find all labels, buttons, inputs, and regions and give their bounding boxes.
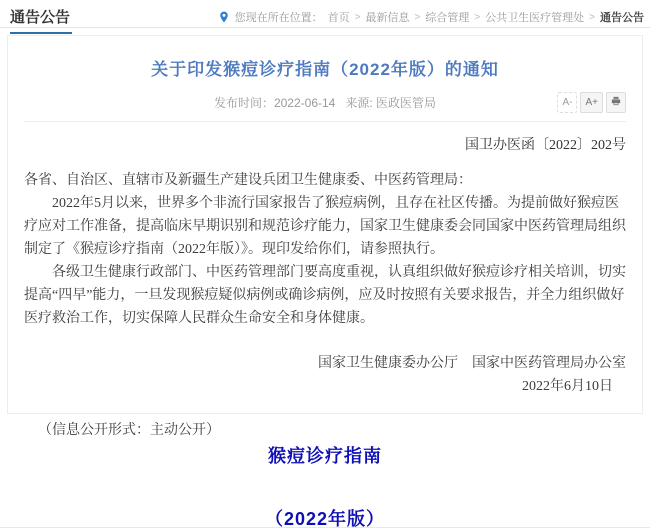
- attachment-title: 猴痘诊疗指南: [268, 446, 382, 466]
- source-label: 来源:: [345, 96, 373, 110]
- font-decrease-button[interactable]: A-: [557, 92, 577, 113]
- breadcrumb-separator: >: [589, 11, 595, 23]
- article-meta: [24, 94, 626, 114]
- meta-divider: [24, 121, 626, 122]
- breadcrumb-separator: >: [354, 11, 361, 23]
- publish-time-value: 2022-06-14: [273, 96, 336, 110]
- section-title: 通告公告: [10, 6, 72, 34]
- breadcrumb-item-public-health-dept[interactable]: 公共卫生医疗管理处: [485, 12, 585, 24]
- breadcrumb-item-current: 通告公告: [600, 12, 644, 24]
- location-pin-icon: [219, 11, 229, 23]
- breadcrumb: [219, 9, 644, 25]
- signature-organizations: 国家卫生健康委办公厅 国家中医药管理局办公室: [318, 356, 626, 371]
- disclosure-note: （信息公开形式：主动公开）: [38, 423, 220, 438]
- top-bar: [0, 0, 650, 28]
- attachment-subtitle: （2022年版）: [264, 509, 386, 529]
- body-paragraph: 各级卫生健康行政部门、中医药管理部门要高度重视，认真组织做好猴痘诊疗相关培训，切实提高“四早”能力，一旦发现猴痘疑似病例或确诊病例，应及时按照有关要求报告，并全力组织做好医疗救治工作，切实保障人民群众生命安全和身体健康。: [24, 265, 626, 326]
- breadcrumb-item-comprehensive-mgmt[interactable]: 综合管理: [425, 12, 470, 24]
- document-number: 国卫办医函〔2022〕202号: [465, 138, 626, 153]
- article-body: [24, 169, 626, 330]
- signature-date: 2022年6月10日: [522, 379, 613, 394]
- article-toolbar: [557, 92, 626, 113]
- printer-icon: [611, 96, 621, 109]
- source-value: 医政医管局: [376, 96, 437, 110]
- article-box: [7, 35, 643, 438]
- bottom-divider: [0, 527, 650, 528]
- body-paragraph: 2022年5月以来，世界多个非流行国家报告了猴痘病例，且存在社区传播。为提前做好猴痘医疗应对工作准备，提高临床早期识别和规范诊疗能力，国家卫生健康委会同国家中医药管理局组织制定了《猴痘诊疗指南（2022年版）》。现印发给你们，请参照执行。: [24, 196, 626, 257]
- breadcrumb-separator: >: [414, 11, 421, 23]
- breadcrumb-item-home[interactable]: 首页: [327, 12, 350, 24]
- breadcrumb-separator: >: [474, 11, 481, 23]
- print-button[interactable]: [606, 92, 626, 113]
- attachment-section: [0, 442, 650, 531]
- article-title: 关于印发猴痘诊疗指南（2022年版）的通知: [151, 60, 499, 79]
- breadcrumb-item-latest-info[interactable]: 最新信息: [365, 12, 410, 24]
- font-increase-button[interactable]: A+: [580, 92, 603, 113]
- breadcrumb-prefix: 您现在所在位置：: [234, 12, 323, 24]
- publish-time-label: 发布时间：: [213, 96, 274, 110]
- salutation: 各省、自治区、直辖市及新疆生产建设兵团卫生健康委、中医药管理局：: [24, 173, 472, 188]
